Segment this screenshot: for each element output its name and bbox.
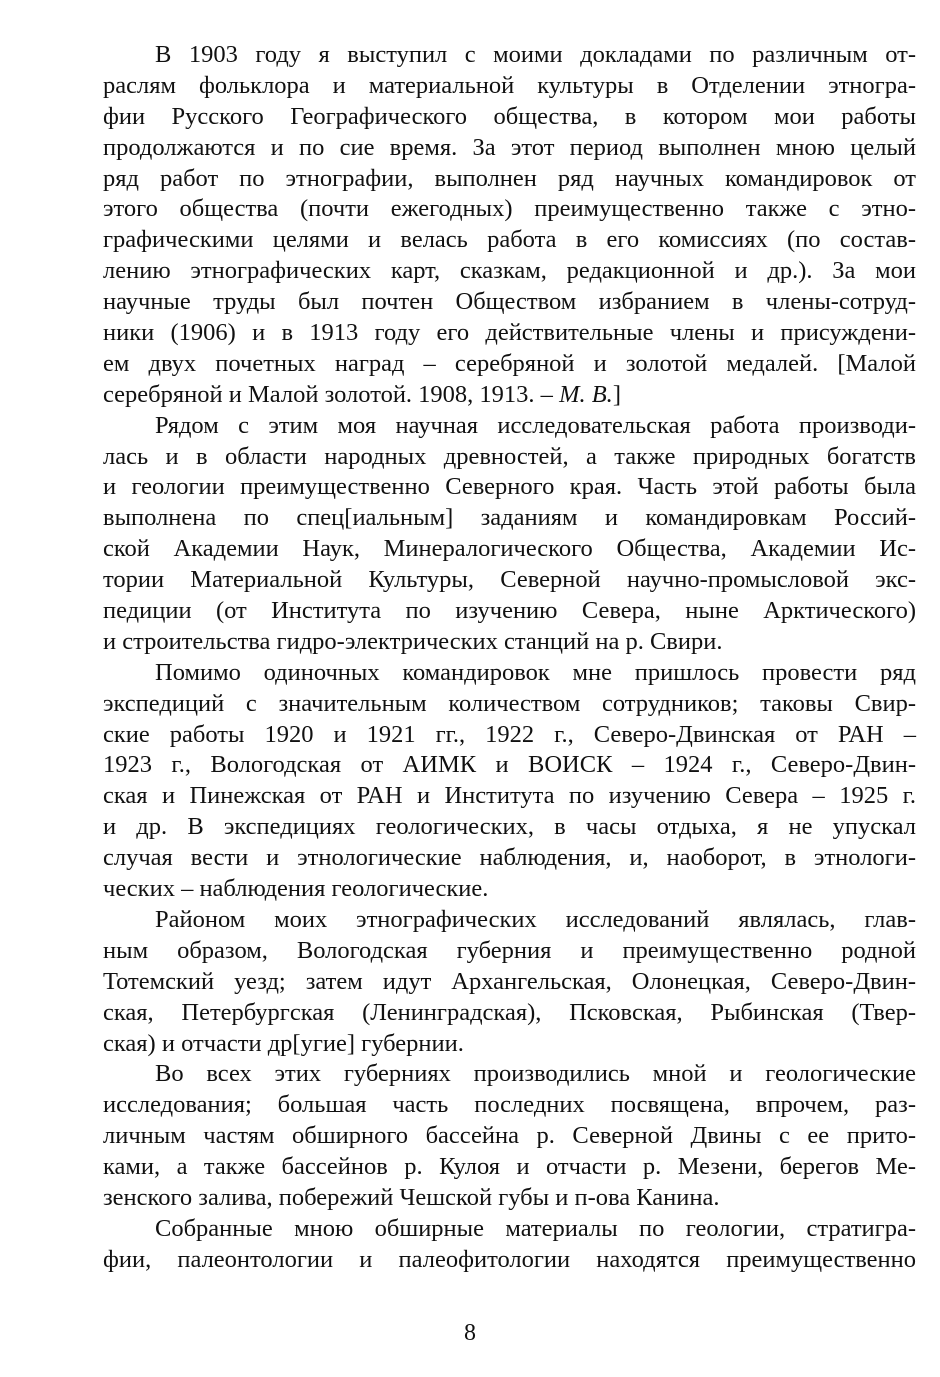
text-line: фии Русского Географического общества, в котором мои работы bbox=[103, 102, 916, 130]
text-line: 1923 г., Вологодская от АИМК и ВОИСК – 1924 г., Северо-Двин- bbox=[103, 751, 916, 779]
text-line: случая вести и этнологические наблюдения, и, наоборот, в этнологи- bbox=[103, 844, 916, 872]
text-line: зенского залива, побережий Чешской губы и п-ова Канина. bbox=[103, 1183, 720, 1211]
text-line: Рядом с этим моя научная исследовательская работа производи- bbox=[155, 411, 916, 439]
text-line: Собранные мною обширные материалы по геологии, стратигра- bbox=[155, 1214, 916, 1242]
text-line: ской Академии Наук, Минералогического Общества, Академии Ис- bbox=[103, 535, 916, 563]
text-line: фии, палеонтологии и палеофитологии находятся преимущественно bbox=[103, 1245, 916, 1273]
text-line: экспедиций с значительным количеством сотрудников; таковы Свир- bbox=[103, 689, 916, 717]
text-line: Во всех этих губерниях производились мной и геологические bbox=[155, 1060, 916, 1088]
text-line: ем двух почетных наград – серебряной и золотой медалей. [Малой bbox=[103, 349, 916, 377]
text-line: ская) и отчасти др[угие] губернии. bbox=[103, 1029, 464, 1057]
text-line bbox=[103, 380, 916, 411]
text-line: ская, Петербургская (Ленинградская), Псковская, Рыбинская (Твер- bbox=[103, 998, 916, 1026]
text-line: раслям фольклора и материальной культуры в Отделении этногра- bbox=[103, 71, 916, 99]
text-line: и др. В экспедициях геологических, в часы отдыха, я не упускал bbox=[103, 813, 916, 841]
text-line: личным частям обширного бассейна р. Северной Двины с ее прито- bbox=[103, 1122, 916, 1150]
text-line: Районом моих этнографических исследований являлась, глав- bbox=[155, 905, 916, 933]
text-line: продолжаются и по сие время. За этот период выполнен мною целый bbox=[103, 133, 916, 161]
text-line: Помимо одиночных командировок мне пришлось провести ряд bbox=[155, 658, 916, 686]
text-segment: серебряной и Малой золотой. 1908, 1913. – bbox=[103, 380, 560, 408]
text-line: ками, а также бассейнов р. Кулоя и отчасти р. Мезени, берегов Ме- bbox=[103, 1153, 916, 1181]
text-line: и геологии преимущественно Северного края. Часть этой работы была bbox=[103, 473, 916, 501]
text-line: лению этнографических карт, сказкам, редакционной и др.). За мои bbox=[103, 257, 916, 285]
text-line: ские работы 1920 и 1921 гг., 1922 г., Северо-Двинская от РАН – bbox=[103, 720, 916, 748]
text-line: ным образом, Вологодская губерния и преимущественно родной bbox=[103, 936, 916, 964]
paragraph bbox=[103, 658, 916, 905]
paragraph bbox=[103, 411, 916, 658]
text-line: ряд работ по этнографии, выполнен ряд научных командировок от bbox=[103, 164, 916, 192]
text-segment: ] bbox=[612, 380, 621, 408]
text-line: научные труды был почтен Обществом избранием в члены-сотруд- bbox=[103, 288, 916, 316]
text-line: ники (1906) и в 1913 году его действительные члены и присуждени- bbox=[103, 319, 916, 347]
text-line: графическими целями и велась работа в его комиссиях (по состав- bbox=[103, 226, 916, 254]
text-line: этого общества (почти ежегодных) преимущественно также с этно- bbox=[103, 195, 916, 223]
text-line: В 1903 году я выступил с моими докладами по различным от- bbox=[155, 41, 916, 68]
text-line: ческих – наблюдения геологические. bbox=[103, 875, 489, 903]
text-line: и строительства гидро-электрических станций на р. Свири. bbox=[103, 627, 723, 655]
text-line: тории Материальной Культуры, Северной научно-промысловой экс- bbox=[103, 566, 916, 594]
paragraph bbox=[103, 1214, 916, 1276]
page-number: 8 bbox=[464, 1320, 476, 1346]
italic-initials: М. В. bbox=[559, 380, 613, 408]
text-line: выполнена по спец[иальным] заданиям и командировкам Россий- bbox=[103, 504, 916, 532]
paragraph bbox=[103, 40, 916, 411]
text-line: ская и Пинежская от РАН и Института по изучению Севера – 1925 г. bbox=[103, 782, 916, 810]
text-line: педиции (от Института по изучению Севера, ныне Арктического) bbox=[103, 597, 916, 625]
page-body-text bbox=[103, 40, 916, 1276]
paragraph bbox=[103, 905, 916, 1059]
text-line: Тотемский уезд; затем идут Архангельская, Олонецкая, Северо-Двин- bbox=[103, 967, 916, 995]
text-line: лась и в области народных древностей, а также природных богатств bbox=[103, 442, 916, 470]
text-line: исследования; большая часть последних посвящена, впрочем, раз- bbox=[103, 1091, 916, 1119]
paragraph bbox=[103, 1059, 916, 1213]
